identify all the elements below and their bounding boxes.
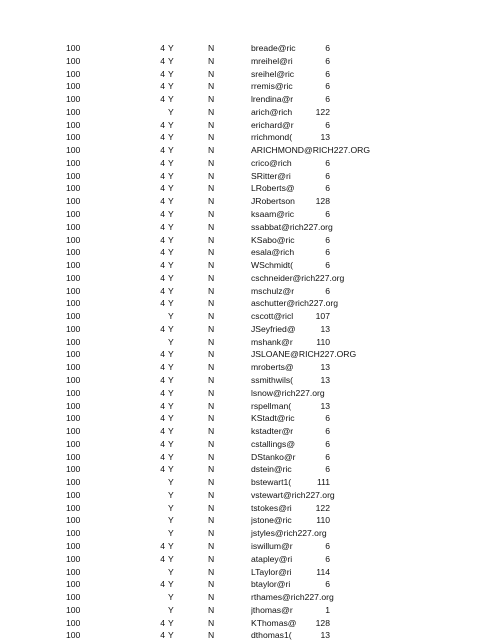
cell-col-d: N xyxy=(208,630,215,641)
cell-col-d: N xyxy=(208,43,215,53)
cell-col-c: Y xyxy=(168,119,174,130)
cell-col-d: N xyxy=(208,132,215,143)
cell-col-c: Y xyxy=(168,81,174,92)
cell-email: ssmithwils( xyxy=(251,375,294,386)
cell-col-c: Y xyxy=(168,272,174,283)
cell-col-d: N xyxy=(208,604,215,615)
cell-col-d: N xyxy=(208,285,215,296)
cell-email: btaylor@ri xyxy=(251,579,291,590)
cell-col-b: 4 xyxy=(160,68,165,79)
cell-col-c: Y xyxy=(168,349,174,360)
cell-col-b: 4 xyxy=(160,157,165,168)
cell-email: cstallings@ xyxy=(251,438,296,449)
cell-col-b: 4 xyxy=(160,81,165,92)
cell-col-a: 100 xyxy=(66,119,81,130)
cell-col-a: 100 xyxy=(66,464,81,475)
cell-col-b: 4 xyxy=(160,617,165,628)
cell-col-f: 1 xyxy=(325,604,330,615)
cell-email: breade@ric xyxy=(251,43,296,53)
cell-col-a: 100 xyxy=(66,260,81,271)
cell-email: JSeyfried@ xyxy=(251,323,296,334)
cell-col-c: Y xyxy=(168,566,174,577)
cell-col-f: 122 xyxy=(315,106,330,117)
cell-email: cscott@ricl xyxy=(251,311,294,322)
cell-email: KThomas@ xyxy=(251,617,297,628)
cell-col-a: 100 xyxy=(66,528,81,539)
cell-col-c: Y xyxy=(168,477,174,488)
cell-col-d: N xyxy=(208,528,215,539)
cell-col-a: 100 xyxy=(66,604,81,615)
cell-col-a: 100 xyxy=(66,579,81,590)
cell-col-f: 107 xyxy=(315,311,330,322)
cell-col-f: 13 xyxy=(320,400,330,411)
cell-col-b: 4 xyxy=(160,145,165,156)
cell-col-c: Y xyxy=(168,579,174,590)
cell-col-c: Y xyxy=(168,311,174,322)
cell-col-b: 4 xyxy=(160,323,165,334)
cell-col-b: 4 xyxy=(160,387,165,398)
cell-col-c: Y xyxy=(168,362,174,373)
cell-col-d: N xyxy=(208,477,215,488)
cell-email: sreihel@ric xyxy=(251,68,295,79)
cell-email: iswillum@r xyxy=(251,541,293,552)
cell-col-b: 4 xyxy=(160,553,165,564)
cell-email: SRitter@ri xyxy=(251,170,291,181)
cell-col-c: Y xyxy=(168,336,174,347)
cell-col-a: 100 xyxy=(66,272,81,283)
cell-col-b: 4 xyxy=(160,451,165,462)
cell-email: mreihel@ri xyxy=(251,55,293,66)
cell-email: ssabbat@rich227.org xyxy=(251,221,333,232)
cell-col-c: Y xyxy=(168,375,174,386)
cell-col-b: 4 xyxy=(160,221,165,232)
cell-col-c: Y xyxy=(168,464,174,475)
cell-col-f: 6 xyxy=(325,157,330,168)
cell-col-d: N xyxy=(208,413,215,424)
cell-col-c: Y xyxy=(168,400,174,411)
cell-col-c: Y xyxy=(168,528,174,539)
cell-col-c: Y xyxy=(168,157,174,168)
cell-col-a: 100 xyxy=(66,566,81,577)
cell-email: rthames@rich227.org xyxy=(251,592,334,603)
cell-col-f: 13 xyxy=(320,630,330,641)
cell-col-d: N xyxy=(208,502,215,513)
cell-col-a: 100 xyxy=(66,157,81,168)
cell-col-c: Y xyxy=(168,515,174,526)
cell-col-d: N xyxy=(208,451,215,462)
cell-col-b: 4 xyxy=(160,438,165,449)
cell-col-c: Y xyxy=(168,132,174,143)
cell-email: ARICHMOND@RICH227.ORG xyxy=(251,145,371,156)
cell-col-d: N xyxy=(208,55,215,66)
cell-col-f: 110 xyxy=(316,515,330,526)
cell-email: cschneider@rich227.org xyxy=(251,272,345,283)
cell-col-d: N xyxy=(208,362,215,373)
cell-col-f: 6 xyxy=(325,183,330,194)
cell-col-d: N xyxy=(208,209,215,219)
cell-col-f: 6 xyxy=(325,43,330,53)
cell-col-c: Y xyxy=(168,55,174,66)
cell-col-d: N xyxy=(208,566,215,577)
cell-col-a: 100 xyxy=(66,196,81,207)
cell-col-f: 6 xyxy=(325,285,330,296)
cell-email: crico@rich xyxy=(251,157,292,168)
cell-email: dstein@ric xyxy=(251,464,292,475)
cell-col-c: Y xyxy=(168,298,174,309)
cell-col-b: 4 xyxy=(160,541,165,552)
cell-col-f: 6 xyxy=(325,464,330,475)
cell-col-c: Y xyxy=(168,553,174,564)
cell-col-d: N xyxy=(208,298,215,309)
cell-col-d: N xyxy=(208,94,215,105)
cell-col-c: Y xyxy=(168,221,174,232)
cell-col-d: N xyxy=(208,81,215,92)
cell-col-a: 100 xyxy=(66,451,81,462)
cell-col-a: 100 xyxy=(66,106,81,117)
cell-col-f: 122 xyxy=(315,502,330,513)
cell-col-a: 100 xyxy=(66,298,81,309)
cell-col-d: N xyxy=(208,592,215,603)
cell-col-f: 13 xyxy=(320,132,330,143)
cell-col-d: N xyxy=(208,196,215,207)
cell-col-f: 6 xyxy=(325,413,330,424)
cell-col-d: N xyxy=(208,579,215,590)
cell-col-f: 111 xyxy=(316,477,330,488)
cell-email: erichard@r xyxy=(251,119,294,130)
cell-col-d: N xyxy=(208,272,215,283)
cell-email: lrendina@r xyxy=(251,94,294,105)
cell-email: bstewart1( xyxy=(251,477,292,488)
cell-col-a: 100 xyxy=(66,375,81,386)
cell-col-c: Y xyxy=(168,43,174,53)
cell-col-b: 4 xyxy=(160,349,165,360)
cell-email: lsnow@rich227.org xyxy=(251,387,325,398)
cell-col-a: 100 xyxy=(66,502,81,513)
cell-email: DStanko@r xyxy=(251,451,296,462)
cell-col-a: 100 xyxy=(66,553,81,564)
cell-col-c: Y xyxy=(168,285,174,296)
cell-col-f: 6 xyxy=(325,438,330,449)
cell-col-b: 4 xyxy=(160,579,165,590)
cell-email: vstewart@rich227.org xyxy=(251,489,335,500)
cell-col-a: 100 xyxy=(66,541,81,552)
cell-col-a: 100 xyxy=(66,132,81,143)
cell-col-b: 4 xyxy=(160,298,165,309)
cell-col-c: Y xyxy=(168,617,174,628)
cell-col-a: 100 xyxy=(66,81,81,92)
cell-col-b: 4 xyxy=(160,170,165,181)
cell-col-f: 6 xyxy=(325,451,330,462)
cell-col-c: Y xyxy=(168,234,174,245)
cell-col-c: Y xyxy=(168,68,174,79)
cell-col-a: 100 xyxy=(66,94,81,105)
cell-email: ksaam@ric xyxy=(251,209,295,219)
cell-email: jstyles@rich227.org xyxy=(251,528,327,539)
cell-col-b: 4 xyxy=(160,132,165,143)
cell-col-a: 100 xyxy=(66,630,81,641)
cell-col-f: 6 xyxy=(325,119,330,130)
cell-col-f: 6 xyxy=(325,247,330,258)
cell-col-c: Y xyxy=(168,247,174,258)
cell-col-b: 4 xyxy=(160,426,165,437)
cell-col-b: 4 xyxy=(160,375,165,386)
cell-col-b: 4 xyxy=(160,55,165,66)
cell-col-b: 4 xyxy=(160,247,165,258)
cell-email: kstadter@r xyxy=(251,426,294,437)
cell-col-c: Y xyxy=(168,604,174,615)
cell-email: KStadt@ric xyxy=(251,413,295,424)
cell-col-b: 4 xyxy=(160,260,165,271)
cell-email: jthomas@r xyxy=(251,604,293,615)
cell-col-a: 100 xyxy=(66,349,81,360)
cell-email: aschutter@rich227.org xyxy=(251,298,339,309)
cell-col-c: Y xyxy=(168,592,174,603)
cell-col-a: 100 xyxy=(66,68,81,79)
cell-email: atapley@ri xyxy=(251,553,293,564)
cell-col-d: N xyxy=(208,426,215,437)
cell-col-f: 6 xyxy=(325,170,330,181)
cell-col-c: Y xyxy=(168,260,174,271)
cell-col-a: 100 xyxy=(66,426,81,437)
cell-col-d: N xyxy=(208,311,215,322)
cell-col-f: 6 xyxy=(325,81,330,92)
cell-col-b: 4 xyxy=(160,119,165,130)
cell-col-a: 100 xyxy=(66,515,81,526)
cell-col-a: 100 xyxy=(66,438,81,449)
cell-col-d: N xyxy=(208,489,215,500)
cell-col-c: Y xyxy=(168,502,174,513)
cell-col-d: N xyxy=(208,464,215,475)
cell-email: LTaylor@ri xyxy=(251,566,292,577)
cell-col-d: N xyxy=(208,349,215,360)
cell-col-d: N xyxy=(208,68,215,79)
cell-col-d: N xyxy=(208,106,215,117)
cell-col-f: 6 xyxy=(325,260,330,271)
cell-col-c: Y xyxy=(168,196,174,207)
cell-col-a: 100 xyxy=(66,221,81,232)
cell-col-d: N xyxy=(208,260,215,271)
cell-col-c: Y xyxy=(168,170,174,181)
cell-col-a: 100 xyxy=(66,183,81,194)
cell-col-f: 6 xyxy=(325,579,330,590)
cell-col-f: 13 xyxy=(320,375,330,386)
cell-col-b: 4 xyxy=(160,209,165,219)
cell-col-a: 100 xyxy=(66,170,81,181)
cell-col-d: N xyxy=(208,400,215,411)
cell-col-f: 6 xyxy=(325,68,330,79)
cell-col-a: 100 xyxy=(66,400,81,411)
cell-col-c: Y xyxy=(168,438,174,449)
cell-col-a: 100 xyxy=(66,362,81,373)
cell-col-f: 13 xyxy=(320,323,330,334)
cell-col-c: Y xyxy=(168,413,174,424)
cell-col-a: 100 xyxy=(66,592,81,603)
cell-col-a: 100 xyxy=(66,55,81,66)
cell-col-b: 4 xyxy=(160,400,165,411)
cell-col-a: 100 xyxy=(66,234,81,245)
cell-col-d: N xyxy=(208,183,215,194)
cell-col-f: 128 xyxy=(315,196,330,207)
cell-col-a: 100 xyxy=(66,247,81,258)
cell-col-f: 110 xyxy=(316,336,330,347)
cell-col-c: Y xyxy=(168,630,174,641)
cell-col-c: Y xyxy=(168,323,174,334)
cell-col-f: 13 xyxy=(320,362,330,373)
cell-col-b: 4 xyxy=(160,234,165,245)
cell-email: KSabo@ric xyxy=(251,234,295,245)
cell-col-d: N xyxy=(208,157,215,168)
cell-col-d: N xyxy=(208,375,215,386)
cell-col-f: 6 xyxy=(325,541,330,552)
cell-col-c: Y xyxy=(168,94,174,105)
cell-col-f: 114 xyxy=(316,566,330,577)
cell-col-d: N xyxy=(208,221,215,232)
cell-email: rrichmond( xyxy=(251,132,293,143)
cell-col-d: N xyxy=(208,541,215,552)
cell-col-d: N xyxy=(208,323,215,334)
cell-col-d: N xyxy=(208,170,215,181)
cell-col-b: 4 xyxy=(160,464,165,475)
cell-col-f: 6 xyxy=(325,94,330,105)
cell-col-f: 6 xyxy=(325,553,330,564)
cell-col-d: N xyxy=(208,336,215,347)
cell-col-c: Y xyxy=(168,426,174,437)
cell-email: LRoberts@ xyxy=(251,183,295,194)
cell-col-b: 4 xyxy=(160,94,165,105)
cell-col-a: 100 xyxy=(66,311,81,322)
cell-col-a: 100 xyxy=(66,43,81,53)
cell-email: JRobertson xyxy=(251,196,295,207)
cell-col-d: N xyxy=(208,119,215,130)
cell-col-d: N xyxy=(208,145,215,156)
cell-col-f: 6 xyxy=(325,55,330,66)
cell-col-d: N xyxy=(208,438,215,449)
cell-col-a: 100 xyxy=(66,617,81,628)
cell-col-c: Y xyxy=(168,489,174,500)
cell-col-d: N xyxy=(208,553,215,564)
cell-email: JSLOANE@RICH227.ORG xyxy=(251,349,357,360)
cell-col-c: Y xyxy=(168,541,174,552)
cell-col-c: Y xyxy=(168,106,174,117)
cell-col-a: 100 xyxy=(66,323,81,334)
cell-email: mschulz@r xyxy=(251,285,295,296)
cell-email: esala@rich xyxy=(251,247,295,258)
cell-col-b: 4 xyxy=(160,285,165,296)
cell-col-b: 4 xyxy=(160,272,165,283)
cell-email: tstokes@ri xyxy=(251,502,292,513)
cell-col-d: N xyxy=(208,234,215,245)
cell-col-f: 6 xyxy=(325,209,330,219)
cell-col-a: 100 xyxy=(66,209,81,219)
cell-col-d: N xyxy=(208,617,215,628)
cell-col-a: 100 xyxy=(66,387,81,398)
cell-col-f: 128 xyxy=(315,617,330,628)
cell-col-c: Y xyxy=(168,183,174,194)
cell-col-f: 6 xyxy=(325,234,330,245)
cell-col-a: 100 xyxy=(66,413,81,424)
cell-col-a: 100 xyxy=(66,336,81,347)
cell-email: mroberts@ xyxy=(251,362,294,373)
cell-col-c: Y xyxy=(168,145,174,156)
cell-col-f: 6 xyxy=(325,426,330,437)
cell-email: rspellman( xyxy=(251,400,292,411)
cell-col-a: 100 xyxy=(66,477,81,488)
cell-email: arich@rich xyxy=(251,106,293,117)
cell-email: jstone@ric xyxy=(251,515,292,526)
cell-col-a: 100 xyxy=(66,489,81,500)
cell-col-b: 4 xyxy=(160,362,165,373)
cell-col-b: 4 xyxy=(160,43,165,53)
cell-col-a: 100 xyxy=(66,285,81,296)
cell-email: rremis@ric xyxy=(251,81,293,92)
cell-email: WSchmidt( xyxy=(251,260,294,271)
cell-col-b: 4 xyxy=(160,196,165,207)
cell-email: mshank@r xyxy=(251,336,293,347)
cell-col-d: N xyxy=(208,515,215,526)
cell-col-c: Y xyxy=(168,451,174,462)
cell-col-d: N xyxy=(208,247,215,258)
cell-col-b: 4 xyxy=(160,413,165,424)
cell-col-a: 100 xyxy=(66,145,81,156)
cell-col-c: Y xyxy=(168,209,174,219)
cell-col-b: 4 xyxy=(160,630,165,641)
cell-col-b: 4 xyxy=(160,183,165,194)
cell-col-d: N xyxy=(208,387,215,398)
cell-col-c: Y xyxy=(168,387,174,398)
cell-email: dthomas1( xyxy=(251,630,292,641)
